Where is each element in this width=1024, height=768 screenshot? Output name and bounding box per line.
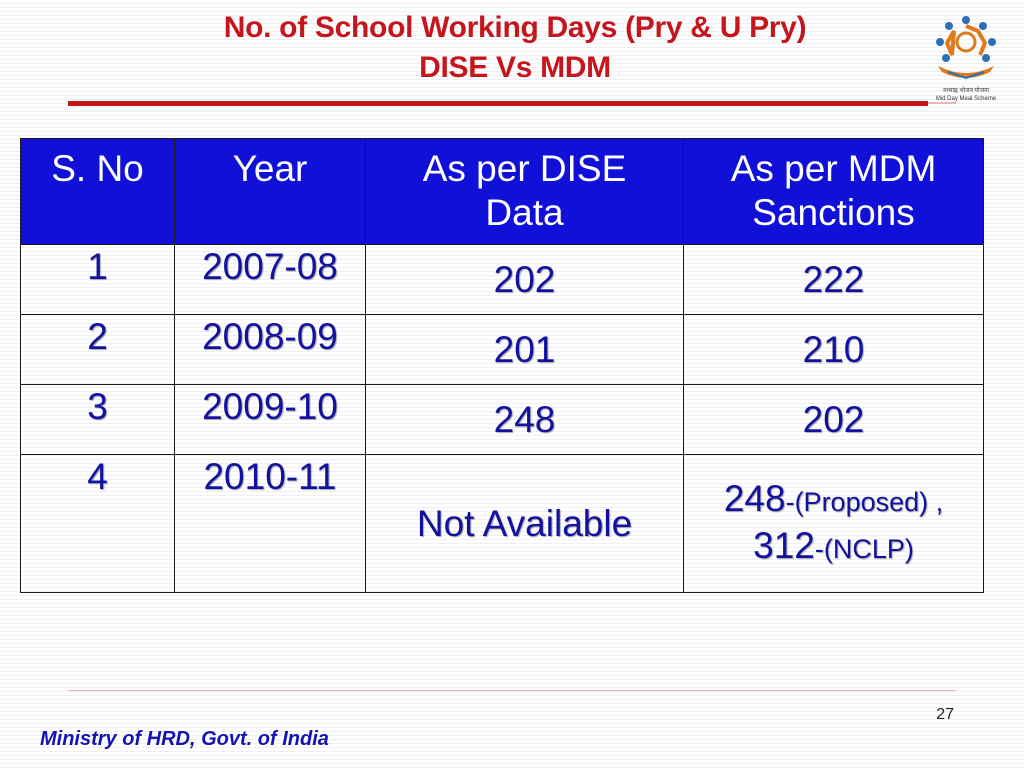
title-underline bbox=[68, 101, 928, 106]
cell-year: 2007-08 bbox=[175, 245, 366, 315]
table-row bbox=[21, 385, 984, 455]
cell-dise: Not Available bbox=[366, 455, 684, 593]
header-mdm-line1: As per MDM bbox=[730, 148, 937, 189]
mdm-nclp-line bbox=[684, 524, 983, 571]
slide-title-line2: DISE Vs MDM bbox=[419, 51, 611, 84]
footer-divider bbox=[68, 690, 956, 691]
slide-title bbox=[150, 8, 880, 88]
cell-sno: 4 bbox=[21, 455, 175, 593]
cell-dise: 201 bbox=[366, 315, 684, 385]
table-header-row bbox=[21, 139, 984, 245]
header-dise bbox=[366, 139, 684, 245]
mid-day-meal-logo bbox=[926, 14, 1006, 104]
mdm-proposed-line bbox=[684, 477, 983, 524]
page-number: 27 bbox=[936, 706, 954, 723]
logo-caption-english: Mid Day Meal Scheme bbox=[935, 96, 997, 102]
mdm-proposed-value: 248 bbox=[723, 477, 786, 519]
mid-day-meal-logo-icon bbox=[926, 14, 1006, 86]
cell-mdm bbox=[684, 455, 984, 593]
header-dise-line1: As per DISE bbox=[422, 148, 627, 189]
cell-sno: 1 bbox=[21, 245, 175, 315]
mdm-nclp-value: 312 bbox=[753, 524, 815, 566]
header-mdm-line2: Sanctions bbox=[752, 192, 915, 233]
cell-sno: 3 bbox=[21, 385, 175, 455]
table-row bbox=[21, 315, 984, 385]
header-sno: S. No bbox=[21, 139, 175, 245]
cell-dise: 248 bbox=[366, 385, 684, 455]
slide-title-line1: No. of School Working Days (Pry & U Pry) bbox=[223, 11, 807, 44]
cell-year: 2010-11 bbox=[175, 455, 366, 593]
mdm-proposed-note: -(Proposed) , bbox=[785, 486, 944, 517]
footer-ministry: Ministry of HRD, Govt. of India bbox=[40, 728, 329, 750]
header-mdm bbox=[684, 139, 984, 245]
cell-year: 2009-10 bbox=[175, 385, 366, 455]
header-dise-line2: Data bbox=[485, 192, 564, 233]
cell-mdm: 222 bbox=[684, 245, 984, 315]
cell-mdm: 202 bbox=[684, 385, 984, 455]
table-row bbox=[21, 245, 984, 315]
cell-dise: 202 bbox=[366, 245, 684, 315]
cell-mdm: 210 bbox=[684, 315, 984, 385]
mdm-nclp-note: -(NCLP) bbox=[814, 533, 914, 564]
cell-sno: 2 bbox=[21, 315, 175, 385]
logo-caption-hindi: मध्याह्न भोजन योजना bbox=[943, 88, 989, 94]
header-year: Year bbox=[175, 139, 366, 245]
working-days-table bbox=[20, 138, 984, 593]
table-row bbox=[21, 455, 984, 593]
cell-year: 2008-09 bbox=[175, 315, 366, 385]
